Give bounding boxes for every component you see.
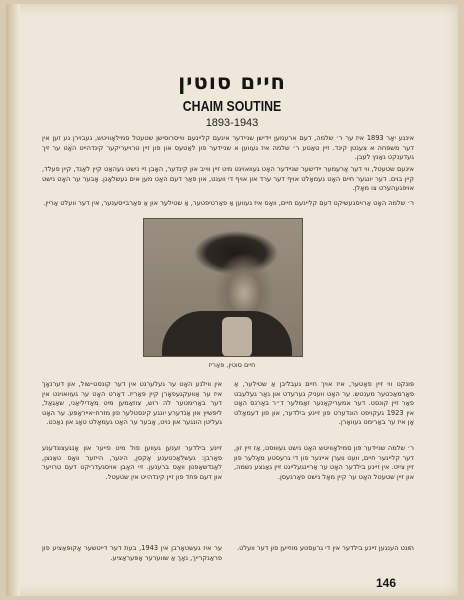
book-page bbox=[6, 4, 458, 596]
intro-paragraph-2: אינעם שטעטל, ווי דער אָרעמער יידישער שניידער האָט געוואוינט מיט זיין ווייב און קינדער, האָבן זיי נישט געהאַט קיין לאַנד, קיין פעלד, קיין בוים. דער יונגער חיים האָט געמאָלט אויף דער ערד און אויף די ווענט, און פאַר דעם האָט מען אים געשלאָגן. אָבער ער האָט נישט אויפגעהערט צו מאָלן. bbox=[42, 165, 414, 193]
life-dates: 1893-1943 bbox=[205, 117, 259, 129]
hebrew-title: חיים סוטין bbox=[178, 70, 286, 94]
photo-caption: חיים סוטין, פּאַריז bbox=[208, 361, 256, 369]
intro-paragraph-3: ר׳ שלמה האָט אַרויסגעשיקט דעם קליינעם חיים, וואָס איז געווען אַ פאַרטיפטער, אַ שטילער און אַ פאַרבייסענער, אין דער וועלט אַריין. bbox=[43, 199, 414, 207]
right-column-paragraph-3: הײַנט הענגען זיינע בילדער אין די גרעסטע מוזייען פון דער וועלט. bbox=[237, 544, 414, 552]
photo-collar-shape bbox=[222, 317, 252, 357]
portrait-photo bbox=[143, 218, 303, 357]
left-column-paragraph-1: אין ווילנע האָט ער געלערנט אין דער קונסט-שול, און דערנאָך איז ער אַוועקגעפאָרן קיין פּאַריז. דאָרט האָט ער געוואוינט אין דער באַרימטער לה רוש, צוזאַמען מיט מאָדיליאַני, שאַגאַל, ליפּשיץ און אַנדערע יונגע קינסטלער פון מזרח-אייראָפּע. ער האָט געליטן הונגער און נויט, אָבער ער האָט געמאָלט טאָג און נאַכט. bbox=[42, 380, 222, 427]
intro-paragraph-1: אינגע יאָר 1893 איז ער ר׳ שלמה, דעם ארעמען יידישן שניידער אינעם קליינעם ווייסרוסישן שטעטל סמילאָוויטש, געבוירן גע זען אין דער משפּחה א צענטן קינד. זיין טאַטע ר׳ שלמה איז געווען א שניידער פון לאַטעס און פון זיין טרויעריקער קינדהייט האָט ער זיך געדענקט גאַנץ לעבן. bbox=[42, 134, 414, 162]
right-column-paragraph-1: פּונקט ווי זיין פאָטער, איז אויך חיים געבליבן אַ שטילער, אַ פאַרמאַכטער מענטש. ער האָט וועניק גערעדט און נאָר געלעבט פאַר זיין קונסט. דער אמעריקאַנער זאַמלער ד״ר באַרנס האָט אין 1923 געקויפט הונדערט פון זיינע בילדער, און פון דעמאָלט אָן איז ער באַרימט געוואָרן. bbox=[234, 380, 414, 427]
left-column-paragraph-3: ער איז געשטאָרבן אין 1943, בעת דער דייטשער אָקופּאַציע פון פראַנקרייך, נאָך אַ שווערער אָפּעראַציע. bbox=[42, 544, 222, 562]
latin-title: CHAIM SOUTINE bbox=[182, 98, 282, 115]
page-number: 146 bbox=[376, 576, 397, 590]
left-column-paragraph-2: זיינע בילדער זענען געווען פול מיט פייער און אָנגעצונדענע פאַרבן: געשלאַכטענע אָקסן, הינער, הייזער וואָס טאַנצן, לאַנדשאַפטן וואָס ברענען. זיי האָבן אויסגעדריקט דעם טרויער און דעם פּחד פון זיין קינדהייט אין שטעטל. bbox=[42, 444, 222, 481]
right-column-paragraph-2: ר׳ שלמה שניידער פון סמילאָוויטש האָט נישט געוווּסט, אַז זיין זון, דער קליינער חיים, וועט ווערן איינער פון די גרעסטע מאָלער פון זיין צייט. אין זיינע בילדער האָט ער אַריינגעלייגט זיין גאַנצע נשמה, און זיין שטעטל האָט ער קיין מאָל נישט פאַרגעסן. bbox=[234, 444, 414, 481]
